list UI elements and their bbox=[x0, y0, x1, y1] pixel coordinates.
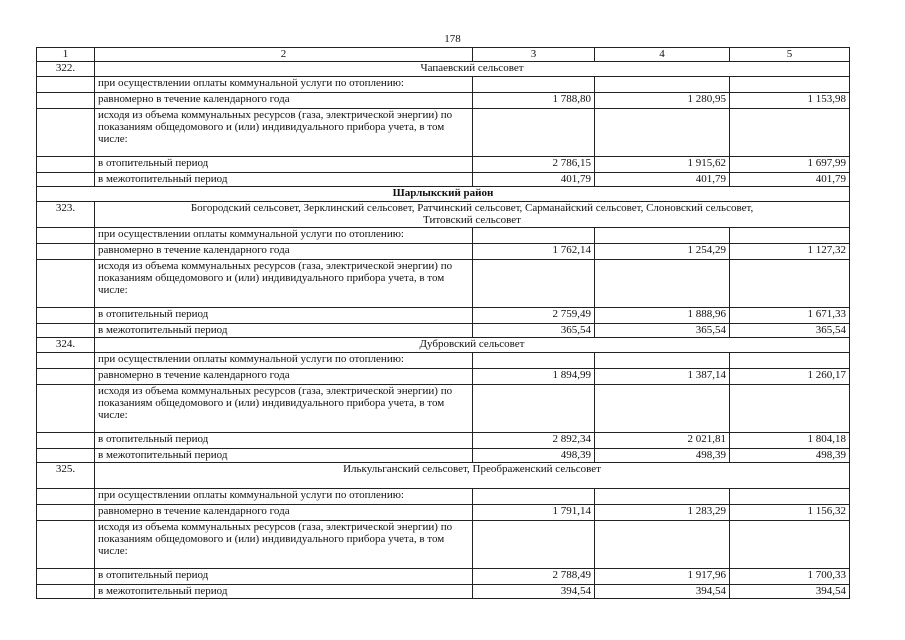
value-cell: 365,54 bbox=[473, 324, 595, 338]
table-row bbox=[37, 569, 850, 585]
table-row bbox=[37, 260, 850, 308]
table-row bbox=[37, 157, 850, 173]
row-label: в межотопительный период bbox=[95, 324, 473, 338]
table-row bbox=[37, 353, 850, 369]
row-label: в отопительный период bbox=[95, 569, 473, 585]
value-cell: 1 671,33 bbox=[730, 308, 850, 324]
value-cell: 394,54 bbox=[595, 585, 730, 599]
value-cell: 1 280,95 bbox=[595, 93, 730, 109]
table-row bbox=[37, 449, 850, 463]
table-row bbox=[37, 585, 850, 599]
row-label: в отопительный период bbox=[95, 157, 473, 173]
table-row bbox=[37, 505, 850, 521]
header-row bbox=[37, 48, 850, 62]
row-label: при осуществлении оплаты коммунальной услуги по отоплению: bbox=[95, 228, 473, 244]
district-row bbox=[37, 187, 850, 202]
value-cell: 1 697,99 bbox=[730, 157, 850, 173]
value-cell: 2 788,49 bbox=[473, 569, 595, 585]
value-cell: 1 254,29 bbox=[595, 244, 730, 260]
value-cell: 2 021,81 bbox=[595, 433, 730, 449]
value-cell: 401,79 bbox=[473, 173, 595, 187]
value-cell: 2 759,49 bbox=[473, 308, 595, 324]
header-col-1: 1 bbox=[37, 48, 95, 62]
value-cell: 1 915,62 bbox=[595, 157, 730, 173]
page-number: 178 bbox=[444, 33, 461, 45]
row-label: в межотопительный период bbox=[95, 449, 473, 463]
row-label: при осуществлении оплаты коммунальной услуги по отоплению: bbox=[95, 353, 473, 369]
row-label: в межотопительный период bbox=[95, 173, 473, 187]
value-cell: 394,54 bbox=[730, 585, 850, 599]
table-row bbox=[37, 489, 850, 505]
row-label: в отопительный период bbox=[95, 433, 473, 449]
row-label: в межотопительный период bbox=[95, 585, 473, 599]
value-cell: 365,54 bbox=[595, 324, 730, 338]
value-cell: 1 153,98 bbox=[730, 93, 850, 109]
row-label: в отопительный период bbox=[95, 308, 473, 324]
value-cell: 2 892,34 bbox=[473, 433, 595, 449]
value-cell: 365,54 bbox=[730, 324, 850, 338]
value-cell: 498,39 bbox=[473, 449, 595, 463]
section-name: Илькульганский сельсовет, Преображенский сельсовет bbox=[95, 463, 850, 489]
value-cell: 1 283,29 bbox=[595, 505, 730, 521]
value-cell: 1 917,96 bbox=[595, 569, 730, 585]
section-number: 324. bbox=[37, 338, 95, 353]
value-cell: 1 127,32 bbox=[730, 244, 850, 260]
value-cell: 401,79 bbox=[595, 173, 730, 187]
table-row bbox=[37, 228, 850, 244]
table-row bbox=[37, 369, 850, 385]
value-cell: 1 894,99 bbox=[473, 369, 595, 385]
row-label: исходя из объема коммунальных ресурсов (газа, электрической энергии) по показаниям общедомового и (или) индивидуального прибора учета, в том числе: bbox=[95, 385, 473, 433]
table-row bbox=[37, 324, 850, 338]
section-number: 325. bbox=[37, 463, 95, 489]
row-label: при осуществлении оплаты коммунальной услуги по отоплению: bbox=[95, 489, 473, 505]
section-name: Богородский сельсовет, Зерклинский сельсовет, Ратчинский сельсовет, Сарманайский сельсовет, Слоновский сельсовет, Титовский сельсовет bbox=[95, 202, 850, 228]
table-row bbox=[37, 109, 850, 157]
table-row bbox=[37, 173, 850, 187]
header-col-3: 3 bbox=[473, 48, 595, 62]
table-row bbox=[37, 308, 850, 324]
value-cell: 498,39 bbox=[730, 449, 850, 463]
value-cell: 1 791,14 bbox=[473, 505, 595, 521]
district-title: Шарлыкский район bbox=[37, 187, 850, 202]
row-label: исходя из объема коммунальных ресурсов (газа, электрической энергии) по показаниям общедомового и (или) индивидуального прибора учета, в том числе: bbox=[95, 521, 473, 569]
table-row bbox=[37, 244, 850, 260]
row-label: равномерно в течение календарного года bbox=[95, 93, 473, 109]
section-name: Чапаевский сельсовет bbox=[95, 62, 850, 77]
table-row bbox=[37, 93, 850, 109]
value-cell: 1 700,33 bbox=[730, 569, 850, 585]
value-cell: 401,79 bbox=[730, 173, 850, 187]
value-cell: 394,54 bbox=[473, 585, 595, 599]
table-row bbox=[37, 77, 850, 93]
value-cell: 1 260,17 bbox=[730, 369, 850, 385]
value-cell: 1 387,14 bbox=[595, 369, 730, 385]
value-cell: 498,39 bbox=[595, 449, 730, 463]
value-cell: 1 888,96 bbox=[595, 308, 730, 324]
section-number: 322. bbox=[37, 62, 95, 77]
section-title-row bbox=[37, 202, 850, 228]
value-cell: 1 788,80 bbox=[473, 93, 595, 109]
row-label: исходя из объема коммунальных ресурсов (газа, электрической энергии) по показаниям общедомового и (или) индивидуального прибора учета, в том числе: bbox=[95, 109, 473, 157]
header-col-4: 4 bbox=[595, 48, 730, 62]
section-number: 323. bbox=[37, 202, 95, 228]
tariff-table bbox=[36, 47, 850, 599]
header-col-2: 2 bbox=[95, 48, 473, 62]
row-label: равномерно в течение календарного года bbox=[95, 244, 473, 260]
table-row bbox=[37, 433, 850, 449]
value-cell: 1 804,18 bbox=[730, 433, 850, 449]
header-col-5: 5 bbox=[730, 48, 850, 62]
table-row bbox=[37, 385, 850, 433]
row-label: равномерно в течение календарного года bbox=[95, 505, 473, 521]
value-cell: 1 156,32 bbox=[730, 505, 850, 521]
table-row bbox=[37, 521, 850, 569]
value-cell: 1 762,14 bbox=[473, 244, 595, 260]
row-label: при осуществлении оплаты коммунальной услуги по отоплению: bbox=[95, 77, 473, 93]
row-label: равномерно в течение календарного года bbox=[95, 369, 473, 385]
section-title-row bbox=[37, 338, 850, 353]
value-cell: 2 786,15 bbox=[473, 157, 595, 173]
section-title-row bbox=[37, 463, 850, 489]
section-title-row bbox=[37, 62, 850, 77]
section-name: Дубровский сельсовет bbox=[95, 338, 850, 353]
row-label: исходя из объема коммунальных ресурсов (газа, электрической энергии) по показаниям общедомового и (или) индивидуального прибора учета, в том числе: bbox=[95, 260, 473, 308]
